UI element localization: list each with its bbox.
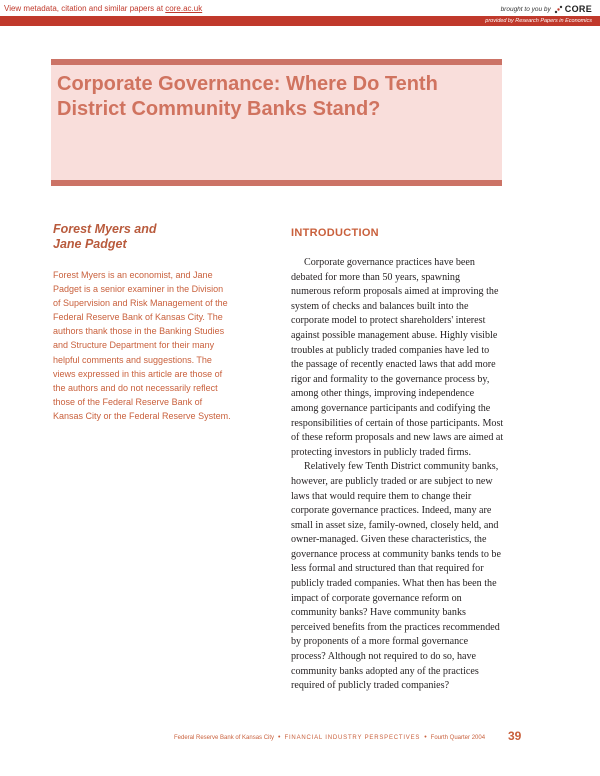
body-line: the passage of recently enacted laws that add more (291, 359, 496, 371)
body-text (291, 256, 514, 694)
body-line: community banks adopted any of the practices (291, 665, 479, 677)
body-line: by proponents of a more formal governance (291, 636, 469, 648)
core-logo-text: CORE (564, 4, 592, 14)
paragraph-1 (291, 256, 514, 460)
footer-separator: • (424, 734, 427, 741)
footer-issue: Fourth Quarter 2004 (430, 734, 486, 741)
body-line: among other things, improving independence (291, 388, 475, 400)
body-line: corporate governance practices. Indeed, many are (291, 505, 492, 517)
footer-separator: • (278, 734, 281, 741)
author-note-line: authors thank those in the Banking Studies (53, 326, 225, 337)
author-note-line: and Structure Department for their many (53, 340, 215, 351)
paragraph-2 (291, 460, 514, 694)
body-line: less formal and structured than that required for (291, 563, 484, 575)
body-line: against possible management abuse. Highly visible (291, 329, 498, 341)
page-number: 39 (508, 729, 522, 743)
body-line: publicly traded companies. What then has been the (291, 578, 497, 590)
body-line: system of checks and balances built into the (291, 300, 469, 312)
body-line: corporate model to protect shareholders' interest (291, 315, 486, 327)
body-line: process? Although not required to do so, have (291, 651, 477, 663)
core-logo[interactable] (554, 4, 592, 14)
footer-publisher: Federal Reserve Bank of Kansas City (174, 734, 275, 741)
title-rule-top (51, 59, 502, 65)
body-line: laws that would require them to change their (291, 490, 472, 502)
article-authors (53, 222, 253, 252)
body-line: troubles at publicly traded companies have led to (291, 344, 490, 356)
core-link-prefix: View metadata, citation and similar papers at (4, 4, 166, 13)
body-line: rigor and formality to the governance process by, (291, 373, 490, 385)
author-note (53, 268, 251, 423)
article-title: Corporate Governance: Where Do Tenth District Community Banks Stand? (57, 73, 438, 120)
body-line: responsibilities of certain of those participants. Most (291, 417, 504, 429)
body-line: owner-managed. Given these characteristics, the (291, 534, 487, 546)
body-line: perceived benefits from the practices recommended (291, 621, 500, 633)
core-brought-by[interactable] (501, 4, 592, 14)
author-note-line: helpful comments and suggestions. The (53, 354, 212, 365)
core-link-domain[interactable]: core.ac.uk (165, 4, 203, 13)
body-line: required of publicly traded companies? (291, 680, 450, 692)
author-note-line: Padget is a senior examiner in the Division (53, 284, 224, 295)
body-line: of these reform proposals and new laws are aimed at (291, 432, 504, 444)
author-line: Forest Myers and (53, 222, 157, 236)
body-line: debated for more than 50 years, spawning (291, 271, 461, 283)
core-provided-text[interactable]: provided by Research Papers in Economics (485, 18, 592, 24)
author-note-line: the authors and do not necessarily reflect (53, 382, 218, 393)
section-heading: INTRODUCTION (291, 227, 379, 239)
core-provided-bar (0, 16, 600, 26)
body-line: small in asset size, family-owned, closely held, and (291, 519, 499, 531)
author-note-line: Kansas City or the Federal Reserve System. (53, 410, 231, 421)
author-note-line: Federal Reserve Bank of Kansas City. The (53, 312, 223, 323)
body-line: numerous reform proposals aimed at improving the (291, 286, 499, 298)
core-logo-icon (554, 5, 563, 14)
author-note-line: of Supervision and Risk Management of the (53, 298, 228, 309)
core-metadata-link[interactable] (4, 4, 202, 13)
body-line: protecting investors in publicly traded firms. (291, 446, 471, 458)
body-line: governance process at community banks tends to be (291, 548, 501, 560)
body-line: community banks? Have community banks (291, 607, 466, 619)
author-note-line: views expressed in this article are those of (53, 368, 223, 379)
body-line: however, are publicly traded or are subject to new (291, 475, 493, 487)
body-line: Relatively few Tenth District community banks, (304, 461, 499, 473)
page-footer (174, 734, 485, 741)
title-rule-bottom (51, 180, 502, 186)
body-line: among governance participants and codifying the (291, 402, 491, 414)
author-note-line: those of the Federal Reserve Bank of (53, 396, 203, 407)
body-line: impact of corporate governance reform on (291, 592, 462, 604)
footer-journal: FINANCIAL INDUSTRY PERSPECTIVES (284, 734, 421, 741)
author-note-line: Forest Myers is an economist, and Jane (53, 270, 213, 280)
author-line: Jane Padget (53, 237, 127, 251)
core-brought-text: brought to you by (500, 5, 551, 13)
body-line: Corporate governance practices have been (304, 257, 475, 268)
title-box (51, 59, 502, 186)
